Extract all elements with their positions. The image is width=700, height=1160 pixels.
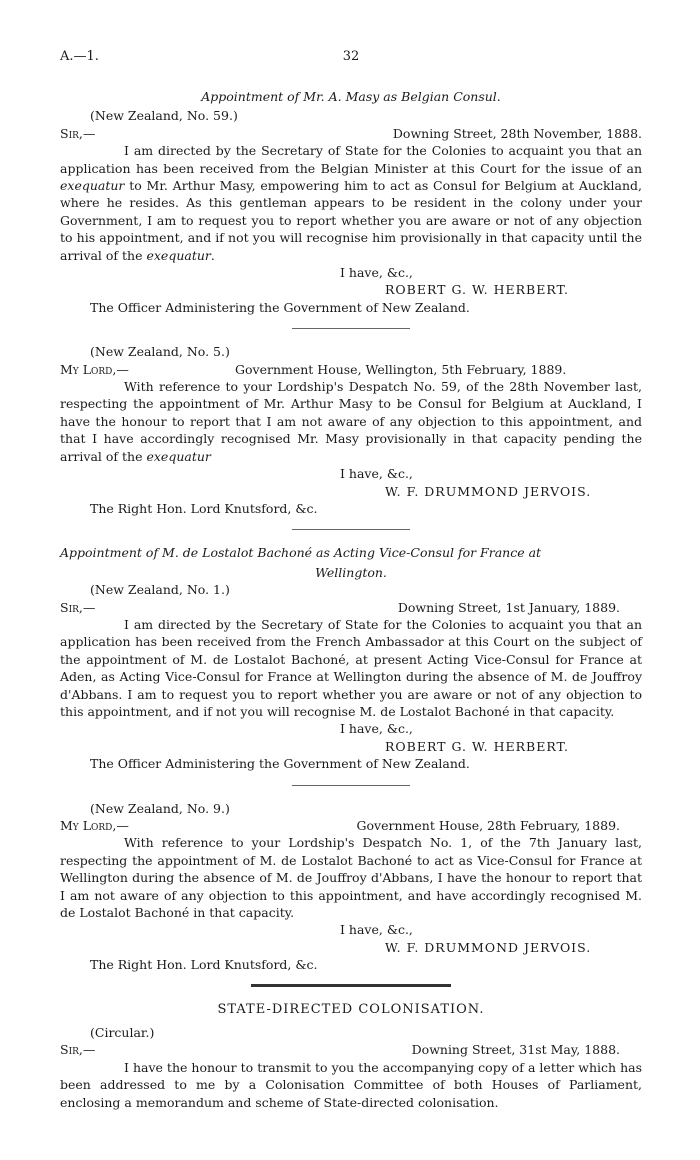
letter-address-row — [60, 361, 642, 378]
letter-address-row — [60, 1041, 642, 1058]
closing: I have, &c., — [340, 721, 413, 737]
recipient: The Right Hon. Lord Knutsford, &c. — [90, 500, 318, 516]
section-heading-belgian-consul: Appointment of Mr. A. Masy as Belgian Consul. — [201, 89, 501, 104]
section-heading-french-vice-consul: Appointment of M. de Lostalot Bachoné as Acting Vice-Consul for France at — [60, 545, 542, 561]
letter-address-row — [60, 125, 642, 142]
recipient: The Officer Administering the Government of New Zealand. — [90, 299, 470, 315]
letter-body — [60, 142, 642, 264]
letter-address-row — [60, 599, 642, 616]
place-date: Downing Street, 31st May, 1888. — [411, 1042, 620, 1058]
divider-rule — [292, 529, 410, 530]
salutation: Sir,— — [60, 125, 96, 141]
recipient: The Right Hon. Lord Knutsford, &c. — [90, 957, 318, 973]
recipient: The Officer Administering the Government of New Zealand. — [90, 756, 470, 772]
letter-body: With reference to your Lordship's Despatch No. 1, of the 7th January last, respecting the appointment of M. de Lostalot Bachoné to act as Vice-Consul for France at Wellington during the absence of M. de Jouffroy d'Abbans, I have the honour to report that I am not aware of any objection to this appointment, and have accordingly recognised M. de Lostalot Bachoné in that capacity. — [60, 835, 642, 920]
letter-body — [60, 378, 642, 465]
section-divider-rule — [251, 984, 451, 987]
section-heading-continued: Wellington. — [315, 564, 387, 580]
letter-address-row — [60, 817, 642, 834]
letter-body-italic: exequatur — [146, 448, 211, 464]
salutation: My Lord,— — [60, 817, 129, 833]
signature: ROBERT G. W. HERBERT. — [385, 738, 569, 754]
closing: I have, &c., — [340, 466, 413, 482]
letter-jervois-belgian — [60, 343, 642, 517]
page-number: 32 — [342, 49, 360, 64]
place-date: Government House, Wellington, 5th February, 1889. — [235, 361, 567, 377]
despatch-number: (New Zealand, No. 5.) — [90, 344, 230, 360]
page-header — [60, 48, 642, 70]
salutation: Sir,— — [60, 599, 96, 615]
letter-body-italic: exequatur — [146, 247, 211, 263]
letter-body-part: With reference to your Lordship's Despatch No. 59, of the 28th November last, respecting the appointment of Mr. Arthur Masy to be Consul for Belgium at Auckland, I have the honour to report that I am not aware of any objection to this appointment, and that I have accordingly recognised Mr. Masy provisionally in that capacity pending the arrival of the — [60, 379, 642, 464]
despatch-number: (New Zealand, No. 1.) — [90, 582, 230, 598]
salutation: My Lord,— — [60, 361, 129, 377]
place-date: Downing Street, 28th November, 1888. — [392, 125, 642, 141]
salutation: Sir,— — [60, 1042, 96, 1058]
letter-body: I have the honour to transmit to you the accompanying copy of a letter which has been addressed to me by a Colonisation Committee of both Houses of Parliament, enclosing a memorandum and scheme of State-directed colonisation. — [60, 1059, 642, 1110]
divider-rule — [292, 328, 410, 329]
place-date: Government House, 28th February, 1889. — [356, 817, 620, 833]
closing: I have, &c., — [340, 922, 413, 938]
letter-body-part: . — [210, 247, 215, 263]
letter-body: I am directed by the Secretary of State for the Colonies to acquaint you that an application has been received from the French Ambassador at this Court on the subject of the appointment of M. de Lostalot Bachoné, at present Acting Vice-Consul for France at Aden, as Acting Vice-Consul for France at Wellington during the absence of M. de Jouffroy d'Abbans. I am to request you to report whether you are aware or not of any objection to this appointment, and if not you will recognise M. de Lostalot Bachoné in that capacity. — [60, 616, 642, 719]
letter-herbert-belgian — [60, 107, 642, 316]
closing: I have, &c., — [340, 265, 413, 281]
signature: W. F. DRUMMOND JERVOIS. — [385, 939, 592, 955]
place-date: Downing Street, 1st January, 1889. — [397, 599, 620, 615]
letter-herbert-french — [60, 581, 642, 772]
signature: ROBERT G. W. HERBERT. — [385, 282, 569, 298]
letter-body-italic: exequatur — [60, 178, 125, 194]
letter-body-part: to Mr. Arthur Masy, empowering him to act as Consul for Belgium at Auckland, where he resides. As this gentleman appears to be resident in the colony under your Government, I am to request you to report whether you are aware or not of any objection to his appointment, and if not you will recognise him provisionally in that capacity until the arrival of the — [60, 178, 642, 263]
despatch-number: (New Zealand, No. 59.) — [90, 108, 238, 124]
letter-body-part: I am directed by the Secretary of State for the Colonies to acquaint you that an application has been received from the Belgian Minister at this Court for the issue of an — [60, 143, 642, 176]
paper-reference: A.—1. — [60, 49, 99, 64]
divider-rule — [292, 785, 410, 786]
section-heading-colonisation: STATE-DIRECTED COLONISATION. — [217, 1001, 485, 1017]
letter-jervois-french — [60, 800, 642, 974]
circular-label: (Circular.) — [90, 1025, 155, 1041]
letter-circular — [60, 1024, 642, 1111]
signature: W. F. DRUMMOND JERVOIS. — [385, 483, 592, 499]
despatch-number: (New Zealand, No. 9.) — [90, 800, 230, 816]
